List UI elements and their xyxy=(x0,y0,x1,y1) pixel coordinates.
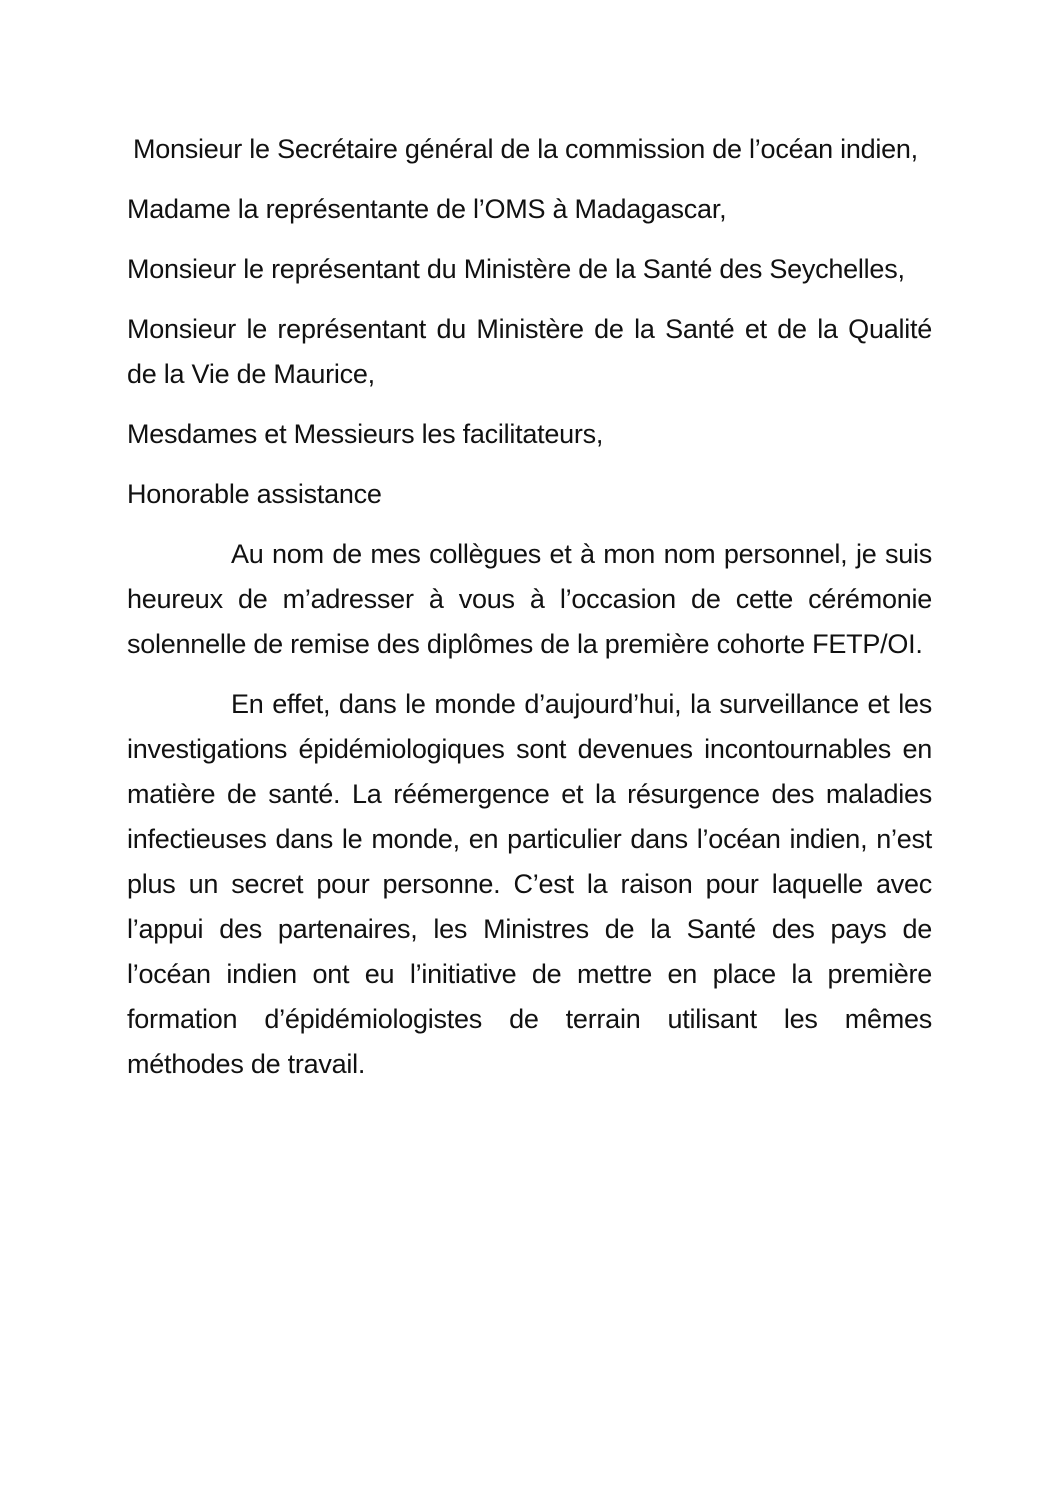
speech-text xyxy=(127,127,932,1102)
salutation-audience: Honorable assistance xyxy=(127,479,382,509)
paragraph-context: En effet, dans le monde d’aujourd’hui, la surveillance et les investigations épidémiologiques sont devenues incontournables en matière de santé. La réémergence et la résurgence des maladies infectieuses dans le monde, en particulier dans l’océan indien, n’est plus un secret pour personne. C’est la raison pour laquelle avec l’appui des partenaires, les Ministres de la Santé des pays de l’océan indien ont eu l’initiative de mettre en place la première formation d’épidémiologistes de terrain utilisant les mêmes méthodes de travail. xyxy=(127,689,932,1079)
salutation-secretary-general: Monsieur le Secrétaire général de la commission de l’océan indien, xyxy=(133,134,918,164)
salutation-seychelles-representative: Monsieur le représentant du Ministère de la Santé des Seychelles, xyxy=(127,254,905,284)
salutation-facilitators: Mesdames et Messieurs les facilitateurs, xyxy=(127,419,604,449)
paragraph-introduction: Au nom de mes collègues et à mon nom personnel, je suis heureux de m’adresser à vous à l’occasion de cette cérémonie solennelle de remise des diplômes de la première cohorte FETP/OI. xyxy=(127,539,932,659)
salutation-who-representative: Madame la représentante de l’OMS à Madagascar, xyxy=(127,194,727,224)
salutation-mauritius-representative: Monsieur le représentant du Ministère de la Santé et de la Qualité de la Vie de Maurice, xyxy=(127,314,932,389)
